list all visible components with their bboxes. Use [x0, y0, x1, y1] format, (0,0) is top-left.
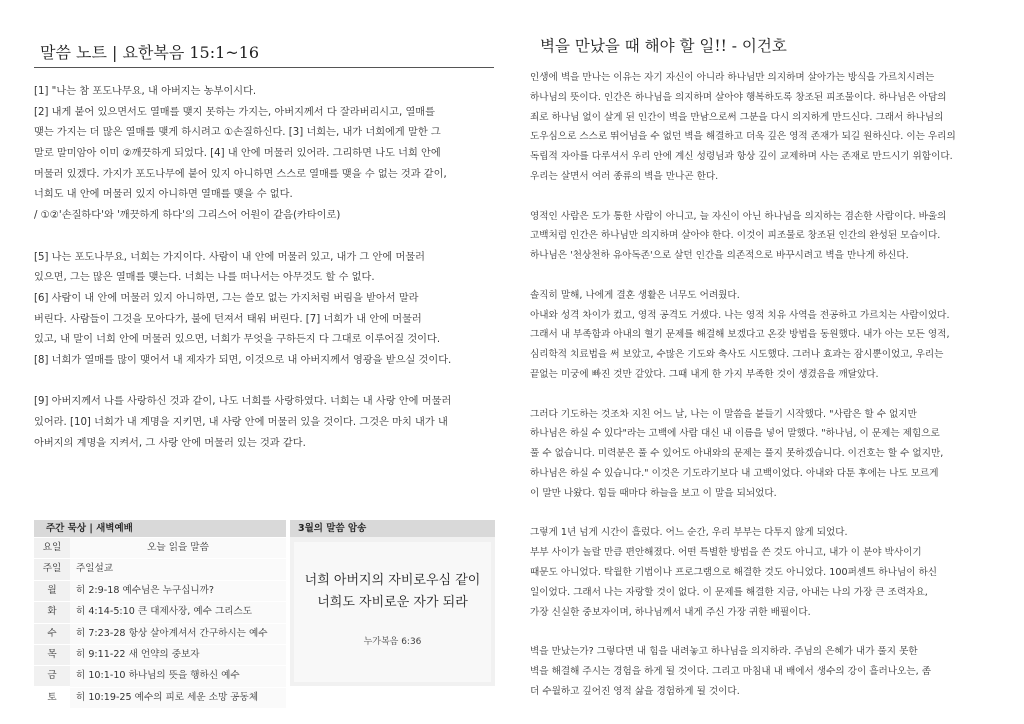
- text-line: 인생에 벽을 만나는 이유는 자기 자신이 아니라 하나님만 의지하며 살아가는 방식을 가르치시려는: [530, 72, 935, 83]
- monthly-heading: 3월의 말씀 암송: [290, 520, 495, 537]
- text-line: 독립적 자아를 다루셔서 우리 안에 계신 성령님과 항상 깊이 교제하며 사는 존재로 만드시기 위함이다.: [530, 151, 953, 163]
- reading-cell: 히 10:19-25 예수의 피로 세운 소망 공동체: [70, 688, 286, 708]
- text-line: 고백처럼 인간은 하나님만 의지하며 살아야 한다. 이것이 피조물로 창조된 인간의 완성된 모습이다.: [530, 230, 941, 242]
- text-line: 있으면, 그는 많은 열매를 맺는다. 너희는 나를 떠나서는 아무것도 할 수 없다.: [34, 272, 375, 284]
- text-line: 일이었다. 그래서 나는 자랑할 것이 없다. 이 문제를 해결한 지금, 아내는 나의 가장 큰 조력자요,: [530, 586, 928, 598]
- text-line: 하나님은 '천상천하 유아독존'으로 살던 인간을 의존적으로 바꾸시려고 벽을 만나게 하신다.: [530, 250, 909, 262]
- text-line: [5] 나는 포도나무요, 너희는 가지이다. 사람이 내 안에 머물러 있고, 내가 그 안에 머물러: [34, 251, 425, 263]
- paragraph-gap: [34, 372, 496, 393]
- table-row: [34, 644, 286, 665]
- reading-cell: 히 4:14-5:10 큰 대제사장, 예수 그리스도: [70, 602, 286, 622]
- table-row: [34, 665, 286, 686]
- day-cell: 수: [47, 627, 57, 639]
- text-line: 부부 사이가 놀랄 만큼 편안해졌다. 어떤 특별한 방법을 쓴 것도 아니고, 내가 이 분야 박사이기: [530, 547, 922, 559]
- reading-cell: 히 2:9-18 예수님은 누구십니까?: [70, 581, 286, 601]
- text-line: 벽을 만났는가? 그렇다면 내 힘을 내려놓고 하나님을 의지하라. 주님의 은혜가 내가 풀지 못한: [530, 646, 918, 658]
- text-line: 우리는 살면서 여러 종류의 벽을 만나곤 한다.: [530, 170, 719, 182]
- scripture-text: [34, 82, 496, 454]
- text-line: 머물러 있겠다. 가지가 포도나무에 붙어 있지 아니하면 스스로 열매를 맺을 수 없는 것과 같이,: [34, 168, 447, 180]
- text-line: 있고, 내 말이 너희 안에 머물러 있으면, 너희가 무엇을 구하든지 다 그대로 이루어질 것이다.: [34, 334, 441, 346]
- reading-cell: 히 7:23-28 항상 살아계셔서 간구하시는 예수: [70, 624, 286, 644]
- table-row: [34, 558, 286, 579]
- text-line: / ①②'손질하다'와 '깨끗하게 하다'의 그리스어 어원이 같음(카타이로): [34, 210, 341, 222]
- text-line: 영적인 사람은 도가 통한 사람이 아니고, 늘 자신이 아닌 하나님을 의지하는 겸손한 사람이다. 바울의: [530, 210, 947, 222]
- text-line: 맺는 가지는 더 많은 열매를 맺게 하시려고 ①손질하신다. [3] 너희는, 내가 너희에게 말한 그: [34, 127, 441, 139]
- text-line: 하나님은 하실 수 있습니다." 이것은 기도라기보다 내 고백이었다. 아내와 다툰 후에는 나도 모르게: [530, 467, 939, 479]
- verse-line-1: 너희 아버지의 자비로우심 같이: [304, 573, 481, 588]
- paragraph-gap: [530, 385, 992, 405]
- paragraph-gap: [34, 227, 496, 248]
- text-line: 하나님의 뜻이다. 인간은 하나님을 의지하며 살아야 행복하도록 창조된 피조물이다. 하나님은 아담의: [530, 91, 947, 103]
- text-line: 솔직히 말해, 나에게 결혼 생활은 너무도 어려웠다.: [530, 289, 740, 301]
- table-row: [34, 687, 286, 708]
- day-cell: 토: [47, 691, 57, 703]
- paragraph-gap: [530, 622, 992, 642]
- text-line: [8] 너희가 열매를 많이 맺어서 내 제자가 되면, 이것으로 내 아버지께서 영광을 받으실 것이다.: [34, 354, 452, 366]
- left-page-title: 말씀 노트 | 요한복음 15:1~16: [40, 43, 260, 62]
- table-row: [34, 580, 286, 601]
- verse-reference: 누가복음 6:36: [363, 637, 422, 647]
- text-line: 끝없는 미궁에 빠진 것만 같았다. 그때 내게 한 가지 부족한 것이 생겼음을 깨달았다.: [530, 368, 879, 380]
- weekly-heading: 주간 묵상 | 새벽예배: [34, 520, 286, 537]
- reading-cell: 히 10:1-10 하나님의 뜻을 행하신 예수: [70, 666, 286, 686]
- paragraph-gap: [530, 504, 992, 524]
- essay-title: 벽을 만났을 때 해야 할 일!! - 이건호: [540, 37, 787, 55]
- title-divider: [34, 67, 494, 68]
- text-line: 그래서 내 부족함과 아내의 혈기 문제를 해결해 보겠다고 온갖 방법을 동원했다. 내가 아는 모든 영적,: [530, 329, 950, 341]
- day-cell: 월: [47, 584, 57, 596]
- verse-line-2: 너희도 자비로운 자가 되라: [317, 595, 468, 610]
- text-line: 가장 신실한 중보자이며, 하나님께서 내게 주신 가장 귀한 배필이다.: [530, 606, 811, 618]
- weekly-header-row: [34, 537, 286, 558]
- paragraph-gap: [530, 266, 992, 286]
- text-line: [1] "나는 참 포도나무요, 내 아버지는 농부이시다.: [34, 86, 257, 97]
- text-line: [6] 사람이 내 안에 머물러 있지 아니하면, 그는 쓸모 없는 가지처럼 버림을 받아서 말라: [34, 292, 419, 304]
- text-line: 하나님은 하실 수 있다"라는 고백에 사람 대신 내 이름을 넣어 말했다. "하나님, 이 문제는 제힘으로: [530, 428, 940, 440]
- reading-column-header: 오늘 읽을 말씀: [70, 538, 286, 558]
- table-row: [34, 601, 286, 622]
- text-line: [9] 아버지께서 나를 사랑하신 것과 같이, 나도 너희를 사랑하였다. 너희는 내 사랑 안에 머물러: [34, 396, 452, 408]
- text-line: 죄로 하나님 없이 살게 된 인간이 벽을 만남으로써 그분을 다시 의지하게 만드신다. 그래서 하나님의: [530, 111, 944, 123]
- paragraph-gap: [530, 187, 992, 207]
- memory-verse: [294, 570, 491, 614]
- verse-panel: [294, 542, 491, 682]
- text-line: 그러다 기도하는 것조차 지친 어느 날, 나는 이 말씀을 붙들기 시작했다. "사람은 할 수 없지만: [530, 408, 917, 420]
- monthly-verse-box: [290, 520, 495, 686]
- text-line: 아내와 성격 차이가 컸고, 영적 공격도 거셌다. 나는 영적 치유 사역을 전공하고 가르치는 사람이었다.: [530, 309, 950, 321]
- text-line: 때문도 아니었다. 탁월한 기법이나 프로그램으로 해결한 것도 아니었다. 100퍼센트 하나님이 하신: [530, 566, 938, 578]
- text-line: 말로 말미암아 이미 ②깨끗하게 되었다. [4] 내 안에 머물러 있어라. 그리하면 나도 너희 안에: [34, 148, 441, 160]
- text-line: 이 말만 나왔다. 힘들 때마다 하늘을 보고 이 말을 되뇌었다.: [530, 487, 777, 499]
- essay-text: [530, 68, 992, 702]
- day-cell: 주일: [42, 563, 62, 575]
- day-cell: 화: [47, 606, 57, 618]
- text-line: 있어라. [10] 너희가 내 계명을 지키면, 내 사랑 안에 머물러 있을 것이다. 그것은 마치 내가 내: [34, 417, 448, 428]
- reading-cell: 히 9:11-22 새 언약의 중보자: [70, 645, 286, 665]
- text-line: 버린다. 사람들이 그것을 모아다가, 불에 던져서 태워 버린다. [7] 너희가 내 안에 머물러: [34, 313, 422, 325]
- text-line: 벽을 해결해 주시는 경험을 하게 될 것이다. 그리고 마침내 내 배에서 생수의 강이 흘러나오는, 좀: [530, 665, 931, 677]
- text-line: 아버지의 계명을 지켜서, 그 사랑 안에 머물러 있는 것과 같다.: [34, 437, 306, 449]
- day-cell: 목: [47, 648, 57, 660]
- text-line: 너희도 내 안에 머물러 있지 아니하면 열매를 맺을 수 없다.: [34, 189, 293, 201]
- table-row: [34, 623, 286, 644]
- day-cell: 금: [47, 670, 57, 682]
- day-column-header: 요일: [42, 542, 62, 553]
- text-line: 더 수월하고 깊어진 영적 삶을 경험하게 될 것이다.: [530, 685, 740, 697]
- text-line: 도우심으로 스스로 뛰어넘을 수 없던 벽을 해결하고 더욱 깊은 영적 존재가 되길 원하신다. 이는 우리의: [530, 131, 956, 143]
- reading-cell: 주일설교: [70, 559, 286, 579]
- text-line: [2] 내게 붙어 있으면서도 열매를 맺지 못하는 가지는, 아버지께서 다 잘라버리시고, 열매를: [34, 106, 435, 118]
- text-line: 그렇게 1년 넘게 시간이 흘렀다. 어느 순간, 우리 부부는 다투지 않게 되었다.: [530, 527, 848, 539]
- weekly-meditation-table: [34, 520, 286, 703]
- text-line: 심리학적 치료법을 써 보았고, 수많은 기도와 축사도 시도했다. 그러나 효과는 잠시뿐이었고, 우리는: [530, 349, 944, 361]
- text-line: 풀 수 없습니다. 미력분은 풀 수 있어도 아내와의 문제는 풀지 못하겠습니다. 이건호는 할 수 없지만,: [530, 448, 944, 460]
